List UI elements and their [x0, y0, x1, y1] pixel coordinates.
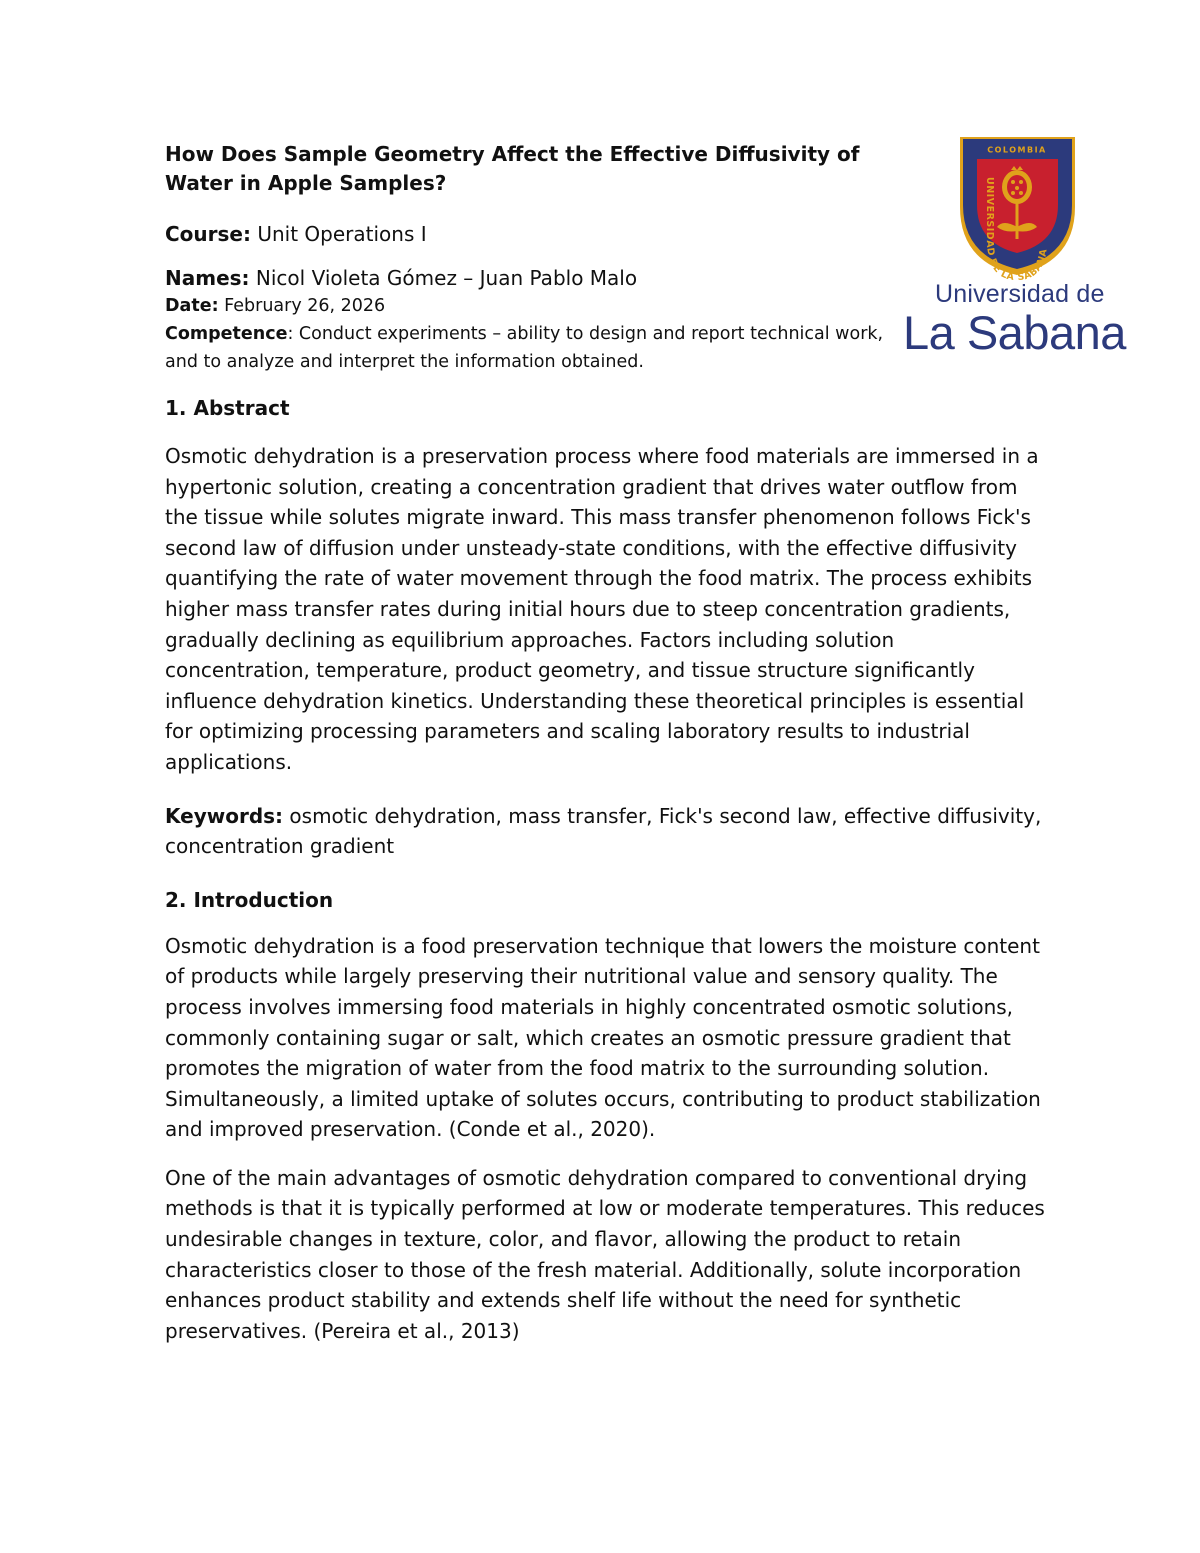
keywords-text: osmotic dehydration, mass transfer, Fick's second law, effective diffusivity, concentration gradient: [165, 803, 1042, 859]
introduction-heading: 2. Introduction: [165, 887, 334, 912]
logo-line-1: Universidad de: [935, 280, 1105, 308]
names-label: Names:: [165, 266, 250, 290]
course-line: [165, 220, 885, 248]
document-header: [165, 140, 885, 376]
competence-value: : Conduct experiments – ability to design and report technical work, and to analyze and interpret the information obtained.: [165, 324, 884, 372]
shield-top-text: COLOMBIA: [987, 145, 1047, 155]
logo-line-2: La Sabana: [903, 306, 1126, 359]
document-body: [165, 392, 1045, 1346]
abstract-heading: 1. Abstract: [165, 396, 290, 420]
keywords-label: Keywords:: [165, 803, 284, 828]
introduction-paragraph-2: One of the main advantages of osmotic dehydration compared to conventional drying methods is that it is typically performed at low or moderate temperatures. This reduces undesirable changes in texture, color, and flavor, allowing the product to retain characteristics closer to those of the fresh material. Additionally, solute incorporation enhances product stability and extends shelf life without the need for synthetic preservatives. (Pereira et al., 2013): [165, 1165, 1045, 1343]
names-line: [165, 264, 885, 292]
competence-label: Competence: [165, 324, 288, 344]
abstract-paragraph: Osmotic dehydration is a preservation process where food materials are immersed in a hypertonic solution, creating a concentration gradient that drives water outflow from the tissue while solutes migrate inward. This mass transfer phenomenon follows Fick's second law of diffusion under unsteady-state conditions, with the effective diffusivity quantifying the rate of water movement through the food matrix. The process exhibits higher mass transfer rates during initial hours due to steep concentration gradients, gradually declining as equilibrium approaches. Factors including solution concentration, temperature, product geometry, and tissue structure significantly influence dehydration kinetics. Understanding these theoretical principles is essential for optimizing processing parameters and scaling laboratory results to industrial applications.: [165, 444, 1039, 774]
competence-line: [165, 320, 885, 376]
names-value: Nicol Violeta Gómez – Juan Pablo Malo: [255, 266, 638, 290]
shield-ring-text: UNIVERSIDAD DE LA SABANA: [983, 177, 1050, 284]
document-title: How Does Sample Geometry Affect the Effective Diffusivity of Water in Apple Samples?: [165, 142, 860, 195]
course-value: Unit Operations I: [257, 222, 427, 246]
course-label: Course:: [165, 222, 251, 246]
introduction-paragraph-1: Osmotic dehydration is a food preservation technique that lowers the moisture content of products while largely preserving their nutritional value and sensory quality. The process involves immersing food materials in highly concentrated osmotic solutions, commonly containing sugar or salt, which creates an osmotic pressure gradient that promotes the migration of water from the food matrix to the surrounding solution. Simultaneously, a limited uptake of solutes occurs, contributing to product stabilization and improved preservation. (Conde et al., 2020).: [165, 933, 1041, 1142]
date-label: Date:: [165, 296, 219, 316]
date-value: February 26, 2026: [224, 296, 386, 316]
date-line: [165, 292, 885, 320]
keywords-paragraph: [165, 801, 1045, 862]
